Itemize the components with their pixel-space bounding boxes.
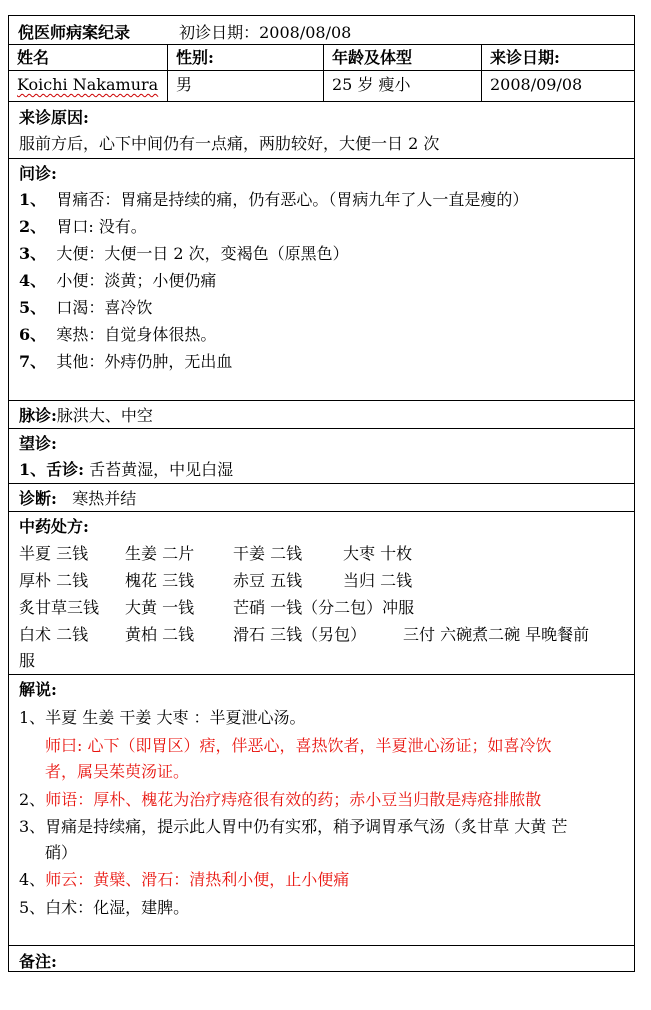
age-label: 年龄及体型 (323, 45, 481, 71)
inquiry-label: 问诊: (19, 164, 57, 183)
patient-name: Koichi Nakamura (17, 75, 159, 94)
observation-label: 望诊: (19, 434, 57, 453)
reason-text: 服前方后，心下中间仍有一点痛，两肋较好，大便一日 2 次 (19, 134, 440, 153)
inquiry-item: 1、 胃痛否：胃痛是持续的痛，仍有恶心。（胃病九年了人一直是瘦的） (19, 190, 529, 209)
herb-item: 黄柏 二钱 (125, 625, 195, 644)
explanation-line: 4、师云：黄檗、滑石：清热利小便，止小便痛 (19, 870, 350, 889)
inquiry-item: 2、 胃口: 没有。 (19, 217, 147, 236)
explanation-line: 3、胃痛是持续痛，提示此人胃中仍有实邪，稍予调胃承气汤（炙甘草 大黄 芒 (19, 817, 568, 836)
name-label: 姓名 (17, 48, 50, 67)
sex-label: 性别: (167, 45, 323, 71)
patient-sex: 男 (167, 71, 323, 101)
explanation-label: 解说: (19, 680, 57, 699)
herb-item: 生姜 二片 (125, 544, 195, 563)
case-record-table (8, 15, 635, 972)
pulse-section (9, 400, 634, 429)
herb-item: 厚朴 二钱 (19, 571, 89, 590)
explanation-line: 师曰: 心下（即胃区）痞，伴恶心，喜热饮者，半夏泄心汤证；如喜冷饮 (45, 736, 552, 755)
prescription-label: 中药处方: (19, 517, 89, 536)
herb-item: 槐花 三钱 (125, 571, 195, 590)
inquiry-item: 7、 其他：外痔仍肿，无出血 (19, 352, 233, 371)
patient-visit-date: 2008/09/08 (481, 71, 634, 101)
herb-item: 干姜 二钱 (233, 544, 303, 563)
diagnosis-section (9, 483, 634, 512)
tongue-label: 1、舌诊: (19, 460, 85, 479)
explanation-line: 2、师语：厚朴、槐花为治疗痔疮很有效的药；赤小豆当归散是痔疮排脓散 (19, 790, 542, 809)
reason-label: 来诊原因: (19, 108, 89, 127)
explanation-line: 硝） (45, 843, 78, 862)
herb-item: 大黄 一钱 (125, 598, 195, 617)
notes-section (9, 945, 634, 973)
explanation-section (9, 674, 634, 946)
herb-item: 芒硝 一钱（分二包）冲服 (233, 598, 415, 617)
visit-date-label: 来诊日期: (481, 45, 634, 71)
herb-item: 大枣 十枚 (343, 544, 413, 563)
instructions: 三付 六碗煮二碗 早晚餐前 (403, 625, 590, 644)
patient-age-body: 25 岁 瘦小 (323, 71, 481, 101)
first-visit-date: 初诊日期：2008/08/08 (179, 23, 352, 42)
inquiry-section (9, 158, 634, 416)
inquiry-item: 5、 口渴：喜冷饮 (19, 298, 153, 317)
notes-label: 备注: (19, 952, 57, 971)
reason-section (9, 101, 634, 158)
tongue-text: 舌苔黄湿，中见白湿 (89, 460, 234, 479)
inquiry-item: 3、 大便：大便一日 2 次，变褐色（原黑色） (19, 244, 349, 263)
record-header (18, 20, 351, 44)
inquiry-item: 4、 小便：淡黄；小便仍痛 (19, 271, 217, 290)
explanation-line: 者，属吴茱萸汤证。 (45, 762, 190, 781)
patient-label-row (9, 44, 634, 71)
explanation-line: 1、半夏 生姜 干姜 大枣 ：半夏泄心汤。 (19, 708, 306, 727)
diagnosis-label: 诊断: (19, 489, 57, 508)
record-title: 倪医师病案纪录 (18, 23, 131, 42)
pulse-label: 脉诊: (19, 406, 57, 425)
prescription-section (9, 511, 634, 675)
herb-item: 当归 二钱 (343, 571, 413, 590)
herb-item: 赤豆 五钱 (233, 571, 303, 590)
patient-value-row (9, 70, 634, 101)
herb-item: 白术 二钱 (19, 625, 89, 644)
inquiry-item: 6、 寒热：自觉身体很热。 (19, 325, 217, 344)
herb-item: 炙甘草三钱 (19, 598, 100, 617)
instructions-overflow: 服 (19, 651, 36, 670)
explanation-line: 5、白术：化湿，建脾。 (19, 898, 190, 917)
pulse-text: 脉洪大、中空 (56, 406, 153, 425)
diagnosis-text: 寒热并结 (72, 489, 137, 508)
herb-item: 滑石 三钱（另包） (233, 625, 367, 644)
observation-section (9, 428, 634, 484)
herb-item: 半夏 三钱 (19, 544, 89, 563)
